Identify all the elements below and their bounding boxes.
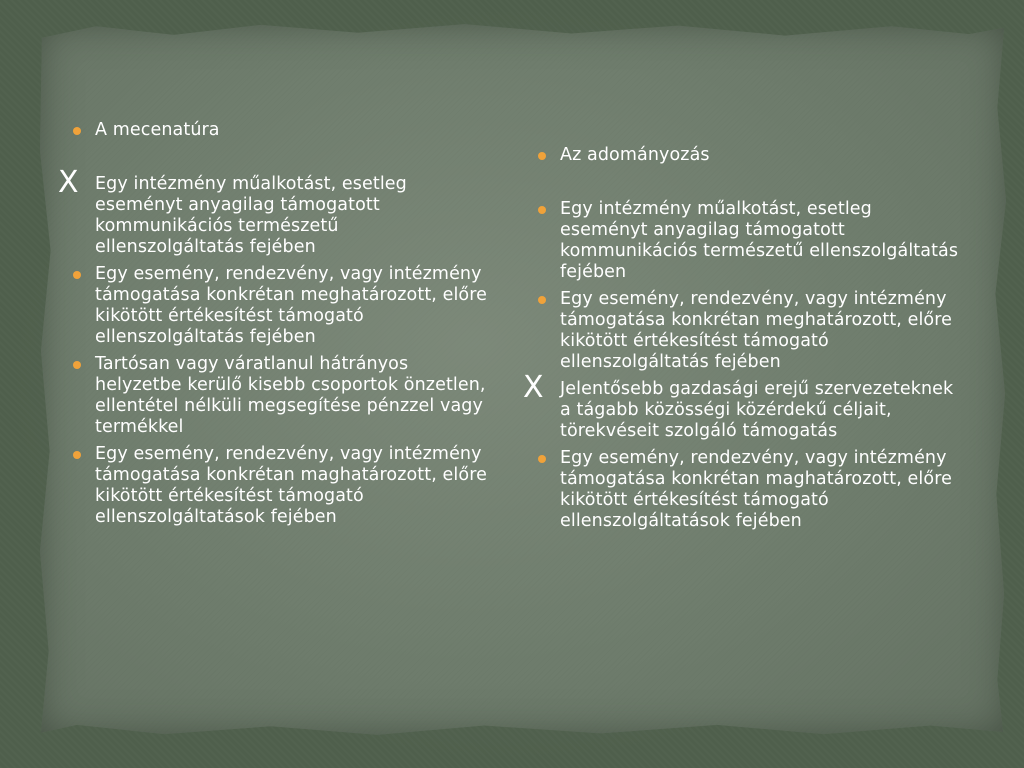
- right-item-3-text: Jelentősebb gazdasági erejű szervezeteknek a tágabb közösségi közérdekű céljait, törekvéseit szolgáló támogatás: [560, 379, 954, 441]
- left-item-2-text: Egy esemény, rendezvény, vagy intézmény támogatása konkrétan meghatározott, előre kikötött értékesítést támogató ellenszolgáltatás fejében: [95, 264, 488, 347]
- bullet-icon: [538, 455, 546, 463]
- bullet-icon: [538, 206, 546, 214]
- right-item-3: [523, 370, 963, 442]
- right-item-4-text: Egy esemény, rendezvény, vagy intézmény támogatása konkrétan maghatározott, előre kikötött értékesítést támogató ellenszolgáltatások fejében: [560, 448, 952, 531]
- left-item-4: [58, 444, 488, 528]
- bullet-icon: [538, 152, 546, 160]
- right-item-1-text: Egy intézmény műalkotást, esetleg eseményt anyagilag támogatott kommunikációs természetű ellenszolgáltatás fejében: [560, 199, 959, 282]
- left-item-1: [58, 165, 488, 258]
- left-item-2: [58, 264, 488, 348]
- x-mark-icon: X: [58, 165, 79, 200]
- x-mark-icon: X: [523, 370, 544, 405]
- left-item-1-text: Egy intézmény műalkotást, esetleg eseményt anyagilag támogatott kommunikációs természetű ellenszolgáltatás fejében: [95, 174, 407, 257]
- right-item-2-text: Egy esemény, rendezvény, vagy intézmény támogatása konkrétan meghatározott, előre kikötött értékesítést támogató ellenszolgáltatás fejében: [560, 289, 953, 372]
- right-item-2: [523, 289, 963, 373]
- right-title: Az adományozás: [560, 145, 710, 165]
- bullet-icon: [73, 451, 81, 459]
- right-item-4: [523, 448, 963, 532]
- left-title: A mecenatúra: [95, 120, 220, 140]
- left-item-4-text: Egy esemény, rendezvény, vagy intézmény támogatása konkrétan maghatározott, előre kikötött értékesítést támogató ellenszolgáltatások fejében: [95, 444, 487, 527]
- right-item-1: [523, 199, 963, 283]
- right-column: [523, 145, 963, 538]
- left-item-3: [58, 354, 488, 438]
- bullet-icon: [73, 271, 81, 279]
- bullet-icon: [73, 127, 81, 135]
- right-title-item: [523, 145, 963, 166]
- left-item-3-text: Tartósan vagy váratlanul hátrányos helyzetbe kerülő kisebb csoportok önzetlen, ellentétel nélküli megsegítése pénzzel vagy termékkel: [95, 354, 486, 437]
- left-title-item: [58, 120, 488, 141]
- bullet-icon: [538, 296, 546, 304]
- left-column: [58, 120, 488, 534]
- bullet-icon: [73, 361, 81, 369]
